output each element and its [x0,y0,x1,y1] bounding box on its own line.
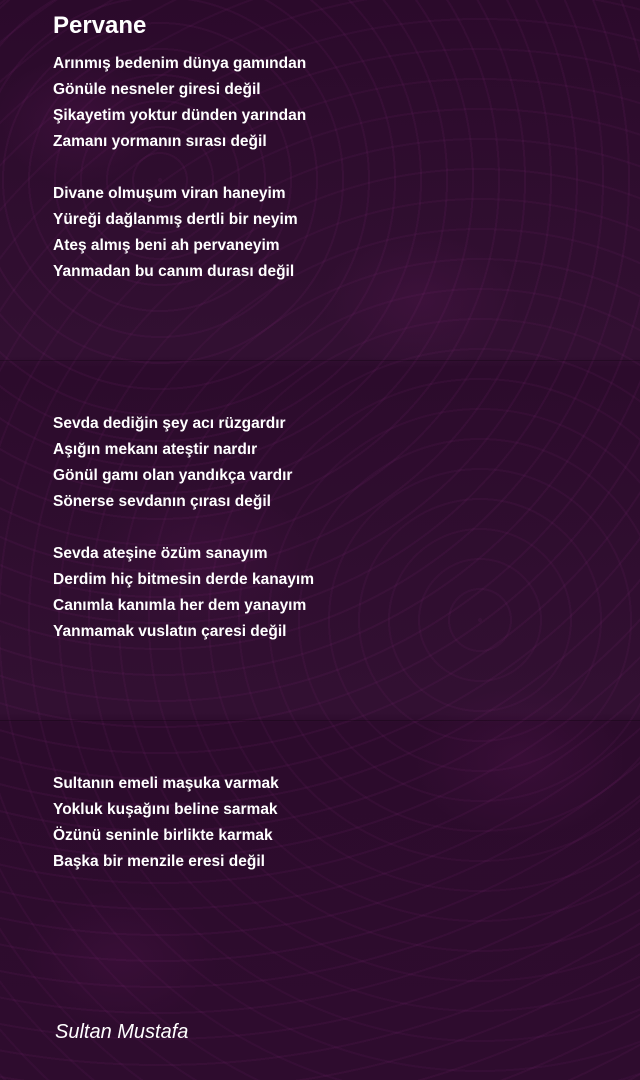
poem-line: Gönül gamı olan yandıkça vardır [53,467,293,484]
poem-line: Yanmadan bu canım durası değil [53,263,295,280]
poem-line: Şikayetim yoktur dünden yarından [53,107,307,124]
poem-author: Sultan Mustafa [55,1021,189,1043]
poem-line: Divane olmuşum viran haneyim [53,185,286,202]
poem-line: Sevda dediğin şey acı rüzgardır [53,415,286,432]
stanza-3 [53,411,292,515]
poem-line: Sultanın emeli maşuka varmak [53,775,279,792]
poem-line: Özünü seninle birlikte karmak [53,827,273,844]
section-divider [0,720,640,721]
poem-line: Yüreği dağlanmış dertli bir neyim [53,211,298,228]
section-divider [0,360,640,361]
poem-line: Yokluk kuşağını beline sarmak [53,801,278,818]
poem-line: Sevda ateşine özüm sanayım [53,545,268,562]
poem-line: Sönerse sevdanın çırası değil [53,493,271,510]
poem-line: Başka bir menzile eresi değil [53,853,265,870]
poem-line: Gönüle nesneler giresi değil [53,81,261,98]
poem-line: Arınmış bedenim dünya gamından [53,55,307,72]
poem-line: Canımla kanımla her dem yanayım [53,597,307,614]
poem-line: Derdim hiç bitmesin derde kanayım [53,571,315,588]
poem-line: Ateş almış beni ah pervaneyim [53,237,280,254]
poem-line: Aşığın mekanı ateştir nardır [53,441,258,458]
stanza-4 [53,541,314,645]
stanza-2 [53,181,298,285]
poem-line: Zamanı yormanın sırası değil [53,133,267,150]
stanza-1 [53,51,306,155]
poem-title: Pervane [53,12,147,39]
poem-line: Yanmamak vuslatın çaresi değil [53,623,287,640]
stanza-5 [53,771,279,875]
